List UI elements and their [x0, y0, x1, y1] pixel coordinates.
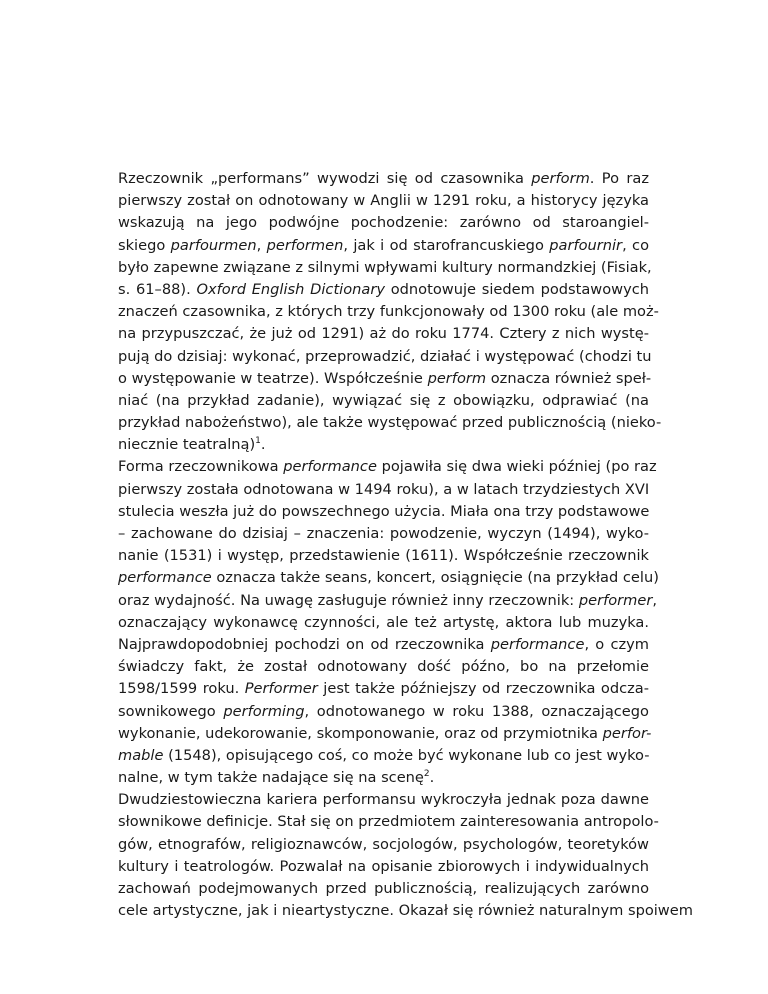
text-segment: nalne, w tym także nadające się na scenę	[118, 769, 424, 787]
italic-term: performance	[118, 569, 212, 587]
text-segment: wykonanie, udekorowanie, skomponowanie, oraz od przymiotnika	[118, 724, 603, 742]
text-segment: słownikowe definicje. Stał się on przedmiotem zainteresowania antropolo-	[118, 813, 659, 831]
text-line	[118, 900, 693, 922]
italic-term: parfournir	[549, 236, 623, 254]
italic-term: performer	[578, 591, 653, 609]
text-segment: pują do dzisiaj: wykonać, przeprowadzić, działać i występować (chodzi tu	[118, 347, 652, 365]
text-segment: jest także późniejszy od rzeczownika odcza-	[317, 680, 649, 698]
text-line	[118, 412, 662, 434]
text-line	[118, 523, 649, 545]
italic-term: performing	[223, 702, 305, 720]
text-segment: Rzeczownik „performans” wywodzi się od czasownika	[118, 170, 532, 187]
italic-term: performen	[266, 236, 344, 254]
italic-term: perform	[427, 369, 487, 387]
text-segment: , jak i od starofrancuskiego	[343, 236, 550, 254]
text-segment: pojawiła się dwa wieki później (po raz	[376, 458, 657, 476]
text-line	[118, 634, 649, 656]
text-line	[118, 545, 649, 567]
text-segment: 1598/1599 roku.	[118, 680, 245, 698]
text-segment: nanie (1531) i występ, przedstawienie (1611). Współcześnie rzeczownik	[118, 547, 649, 565]
text-line	[118, 279, 649, 301]
text-line	[118, 590, 657, 612]
text-line	[118, 390, 649, 412]
text-line	[118, 878, 649, 900]
italic-term: mable	[118, 746, 164, 764]
text-segment: oznacza także seans, koncert, osiągnięcie (na przykład celu)	[211, 569, 659, 587]
text-segment: odnotowuje siedem podstawowych	[385, 280, 649, 298]
text-line	[118, 701, 649, 723]
text-segment: oznacza również speł-	[486, 369, 652, 387]
text-line	[118, 212, 649, 234]
text-line	[118, 789, 649, 811]
text-segment: kultury i teatrologów. Pozwalał na opisanie zbiorowych i indywidualnych	[118, 857, 649, 875]
italic-term: performance	[283, 458, 377, 476]
text-segment: Forma rzeczownikowa	[118, 458, 284, 476]
text-segment: oraz wydajność. Na uwagę zasługuje również inny rzeczownik:	[118, 591, 579, 609]
text-line	[118, 834, 649, 856]
text-line	[118, 368, 652, 390]
text-segment: Dwudziestowieczna kariera performansu wykroczyła jednak poza dawne	[118, 791, 649, 809]
text-segment: niać (na przykład zadanie), wywiązać się z obowiązku, odprawiać (na	[118, 391, 649, 409]
text-line	[118, 612, 649, 634]
text-line	[118, 323, 649, 345]
text-segment: świadczy fakt, że został odnotowany dość późno, bo na przełomie	[118, 658, 649, 676]
text-segment: przykład nabożeństwo), ale także występować przed publicznością (nieko-	[118, 414, 662, 432]
text-line	[118, 656, 649, 678]
text-line	[118, 257, 652, 279]
paragraph	[118, 168, 662, 456]
text-segment: Najprawdopodobniej pochodzi on od rzeczownika	[118, 635, 491, 653]
text-line	[118, 168, 649, 190]
italic-term: perfor-	[602, 724, 652, 742]
paragraph	[118, 456, 659, 789]
body-text	[118, 168, 693, 922]
text-segment: ,	[256, 236, 267, 254]
italic-term: performance	[490, 635, 585, 653]
text-segment: wskazują na jego podwójne pochodzenie: zarówno od staroangiel-	[118, 214, 649, 232]
text-segment: , o czym	[584, 635, 649, 653]
text-line	[118, 346, 652, 368]
text-line	[118, 767, 649, 789]
text-segment: znaczeń czasownika, z których trzy funkcjonowały od 1300 roku (ale moż-	[118, 303, 659, 321]
text-segment: .	[260, 436, 266, 454]
text-line	[118, 235, 649, 257]
text-segment: o występowanie w teatrze). Współcześnie	[118, 369, 428, 387]
text-segment: pierwszy został on odnotowany w Anglii w 1291 roku, a historycy języka	[118, 192, 649, 210]
footnote-marker: 2	[423, 769, 430, 780]
text-line	[118, 479, 649, 501]
text-segment: (1548), opisującego coś, co może być wykonane lub co jest wyko-	[163, 746, 650, 764]
text-line	[118, 745, 649, 767]
text-line	[118, 501, 649, 523]
text-line	[118, 811, 659, 833]
text-line	[118, 456, 657, 478]
text-line	[118, 190, 649, 212]
text-line	[118, 856, 649, 878]
text-segment: . Po raz	[589, 170, 649, 187]
text-line	[118, 434, 649, 456]
text-segment: było zapewne związane z silnymi wpływami kultury normandzkiej (Fisiak,	[118, 258, 652, 276]
text-segment: na przypuszczać, że już od 1291) aż do roku 1774. Cztery z nich wystę-	[118, 325, 649, 343]
text-segment: – zachowane do dzisiaj – znaczenia: powodzenie, wyczyn (1494), wyko-	[118, 525, 649, 542]
paragraph	[118, 789, 693, 922]
text-segment: sownikowego	[118, 702, 224, 720]
italic-term: parfourmen	[170, 236, 257, 254]
text-segment: , odnotowanego w roku 1388, oznaczającego	[304, 702, 649, 720]
text-segment: gów, etnografów, religioznawców, socjologów, psychologów, teoretyków	[118, 835, 649, 853]
text-line	[118, 723, 652, 745]
text-segment: skiego	[118, 236, 171, 254]
footnote-marker: 1	[255, 436, 261, 447]
text-segment: oznaczający wykonawcę czynności, ale też artystę, aktora lub muzyka.	[118, 613, 649, 631]
italic-term: Performer	[244, 680, 318, 698]
text-segment: .	[429, 769, 435, 787]
text-segment: pierwszy została odnotowana w 1494 roku), a w latach trzydziestych XVI	[118, 480, 650, 498]
text-segment: stulecia weszła już do powszechnego użycia. Miała ona trzy podstawowe	[118, 502, 650, 520]
text-line	[118, 678, 649, 700]
text-segment: zachowań podejmowanych przed publicznością, realizujących zarówno	[118, 880, 649, 897]
text-segment: , co	[622, 236, 650, 254]
text-segment: s. 61–88).	[118, 280, 197, 298]
text-segment: niecznie teatralną)	[118, 436, 256, 454]
text-segment: cele artystyczne, jak i nieartystyczne. Okazał się również naturalnym spoiwem	[118, 902, 693, 920]
italic-term: perform	[531, 170, 590, 187]
text-line	[118, 301, 659, 323]
text-line	[118, 567, 659, 589]
text-segment: ,	[652, 591, 657, 609]
italic-term: Oxford English Dictionary	[196, 280, 385, 298]
